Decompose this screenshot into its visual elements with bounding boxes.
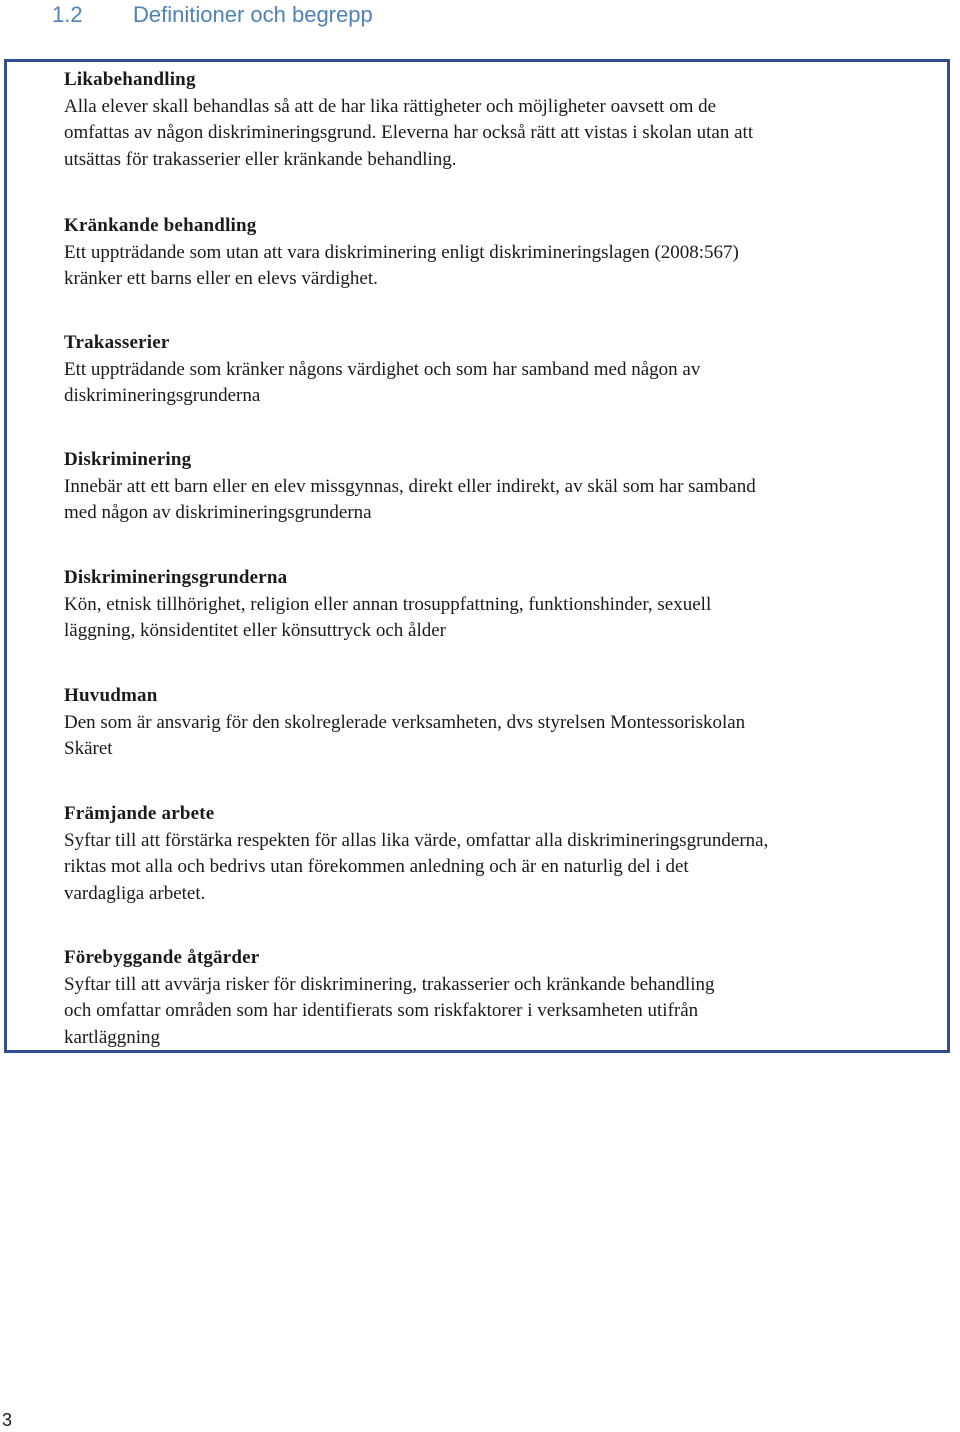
definition-entry-krankande-behandling xyxy=(64,213,944,293)
definition-line: kartläggning xyxy=(64,1026,161,1048)
definition-line: och omfattar områden som har identifierats som riskfaktorer i verksamheten utifrån xyxy=(64,1000,699,1021)
definition-entry-diskrimineringsgrunderna xyxy=(64,565,944,645)
definition-line: omfattas av någon diskrimineringsgrund. Eleverna har också rätt att vistas i skolan utan att xyxy=(64,122,754,143)
definition-term: Trakasserier xyxy=(64,332,170,353)
definition-text xyxy=(64,357,944,410)
definition-entry-framjande-arbete xyxy=(64,801,944,907)
definition-entry-forebyggande-atgarder xyxy=(64,945,944,1051)
definition-text xyxy=(64,828,944,908)
definition-text xyxy=(64,592,944,645)
definition-line: med någon av diskrimineringsgrunderna xyxy=(64,502,372,523)
definition-text xyxy=(64,710,944,763)
section-heading xyxy=(52,0,373,30)
definition-entry-trakasserier xyxy=(64,330,944,410)
page-number: 3 xyxy=(2,1410,13,1430)
definition-term: Främjande arbete xyxy=(64,803,215,824)
definition-term: Huvudman xyxy=(64,685,158,706)
definition-term: Förebyggande åtgärder xyxy=(64,947,260,968)
definition-line: Syftar till att förstärka respekten för allas lika värde, omfattar alla diskrimineringsgrunderna, xyxy=(64,829,769,851)
definition-line: Syftar till att avvärja risker för diskriminering, trakasserier och kränkande behandling xyxy=(64,973,715,995)
definition-line: vardagliga arbetet. xyxy=(64,882,206,904)
definition-text xyxy=(64,474,944,527)
definition-line: diskrimineringsgrunderna xyxy=(64,385,261,406)
definition-text xyxy=(64,94,944,174)
definition-line: Kön, etnisk tillhörighet, religion eller annan trosuppfattning, funktionshinder, sexuell xyxy=(64,593,712,615)
definition-text xyxy=(64,240,944,293)
definition-entry-diskriminering xyxy=(64,447,944,527)
definition-term: Likabehandling xyxy=(64,69,196,90)
definition-entry-likabehandling xyxy=(64,67,944,173)
definition-entry-huvudman xyxy=(64,683,944,763)
definition-line: Ett uppträdande som utan att vara diskriminering enligt diskrimineringslagen (2008:567) xyxy=(64,241,739,263)
definition-line: Den som är ansvarig för den skolreglerade verksamheten, dvs styrelsen Montessoriskolan xyxy=(64,711,746,733)
definition-term: Diskrimineringsgrunderna xyxy=(64,567,288,588)
definition-text xyxy=(64,972,944,1052)
definition-line: Skäret xyxy=(64,738,113,759)
section-title: Definitioner och begrepp xyxy=(133,2,373,27)
section-number: 1.2 xyxy=(52,2,83,27)
definition-line: riktas mot alla och bedrivs utan förekommen anledning och är en naturlig del i det xyxy=(64,856,689,877)
definition-line: utsättas för trakasserier eller kränkande behandling. xyxy=(64,148,457,170)
definition-term: Diskriminering xyxy=(64,449,192,470)
definition-line: läggning, könsidentitet eller könsuttryck och ålder xyxy=(64,620,447,641)
definition-line: kränker ett barns eller en elevs värdighet. xyxy=(64,268,378,289)
definition-line: Alla elever skall behandlas så att de har lika rättigheter och möjligheter oavsett om de xyxy=(64,95,717,117)
definition-line: Innebär att ett barn eller en elev missgynnas, direkt eller indirekt, av skäl som har samband xyxy=(64,475,756,497)
definition-line: Ett uppträdande som kränker någons värdighet och som har samband med någon av xyxy=(64,358,701,380)
definition-term: Kränkande behandling xyxy=(64,215,257,236)
